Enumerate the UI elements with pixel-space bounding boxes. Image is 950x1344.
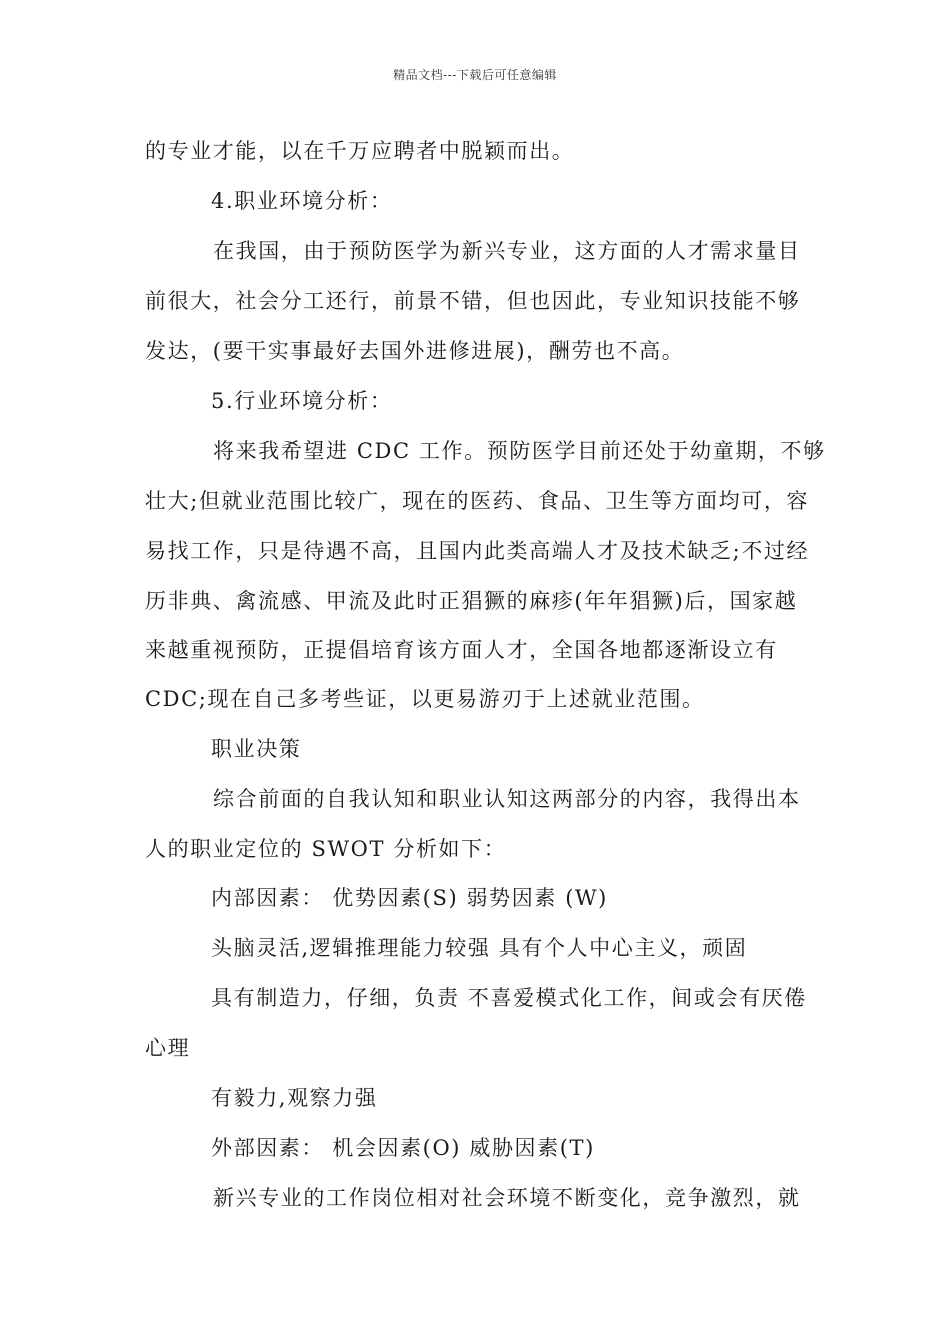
section-heading: 5.行业环境分析： [211,389,393,413]
body-line: 壮大;但就业范围比较广，现在的医药、食品、卫生等方面均可，容 [145,489,810,513]
swot-row: 头脑灵活,逻辑推理能力较强 具有个人中心主义，顽固 [211,936,748,960]
body-line: 前很大，社会分工还行，前景不错，但也因此，专业知识技能不够 [145,289,801,313]
section-heading: 4.职业环境分析： [211,189,393,213]
page-header: 精品文档---下载后可任意编辑 [393,68,557,82]
body-line: 发达，(要干实事最好去国外进修进展)，酬劳也不高。 [145,339,685,363]
body-line: 历非典、禽流感、甲流及此时正猖獗的麻疹(年年猖獗)后，国家越 [145,589,798,613]
swot-row: 心理 [145,1036,191,1060]
swot-row: 有毅力,观察力强 [211,1086,378,1110]
swot-row: 外部因素： 机会因素(O) 威胁因素(T) [211,1136,595,1160]
swot-row: 具有制造力，仔细，负责 不喜爱模式化工作，间或会有厌倦 [211,986,807,1010]
swot-row: 内部因素： 优势因素(S) 弱势因素 (W) [211,886,608,910]
body-line: 人的职业定位的 SWOT 分析如下： [145,837,507,861]
body-line: 综合前面的自我认知和职业认知这两部分的内容，我得出本 [213,787,801,811]
body-line: 将来我希望进 CDC 工作。预防医学目前还处于幼童期，不够 [213,439,826,463]
body-line: 在我国，由于预防医学为新兴专业，这方面的人才需求量目 [213,239,801,263]
body-line: 的专业才能，以在千万应聘者中脱颖而出。 [145,139,575,163]
body-line: 新兴专业的工作岗位相对社会环境不断变化，竞争激烈，就 [213,1186,801,1210]
body-line: CDC;现在自己多考些证，以更易游刃于上述就业范围。 [145,687,705,711]
body-line: 易找工作，只是待遇不高，且国内此类高端人才及技术缺乏;不过经 [145,539,810,563]
section-heading: 职业决策 [211,737,302,761]
body-line: 来越重视预防，正提倡培育该方面人才，全国各地都逐渐设立有 [145,638,778,662]
